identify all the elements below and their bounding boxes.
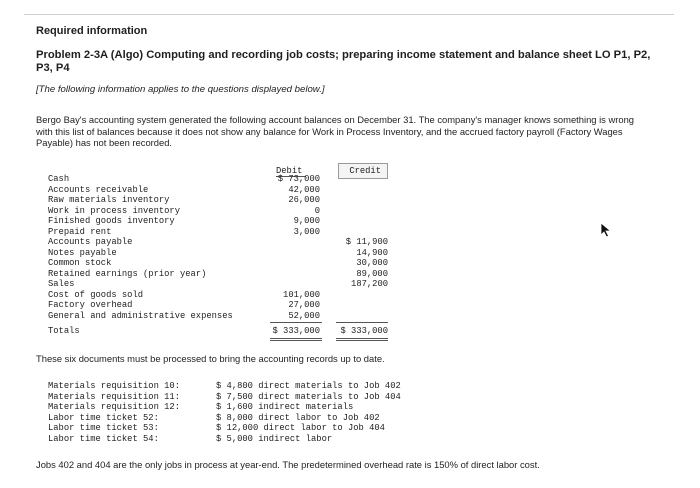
- account-name: Cost of goods sold: [48, 289, 144, 300]
- debit-amount: 27,000: [288, 300, 320, 310]
- account-name: Notes payable: [48, 247, 117, 258]
- credit-amount: [332, 185, 388, 196]
- document-details-column: [216, 381, 401, 444]
- document-label: Labor time ticket 53:: [48, 423, 159, 433]
- account-name: General and administrative expenses: [48, 310, 233, 321]
- account-name: Raw materials inventory: [48, 195, 170, 205]
- debit-amount: [266, 279, 320, 290]
- document-detail: $ 1,600 indirect materials: [216, 402, 354, 412]
- account-name: Accounts receivable: [48, 184, 149, 195]
- debit-amount: 101,000: [283, 289, 320, 300]
- debit-amount: [266, 269, 320, 280]
- document-label: Labor time ticket 52:: [48, 412, 159, 423]
- credit-amounts-column: [332, 174, 388, 321]
- document-label: Materials requisition 12:: [48, 402, 180, 412]
- document-detail: $ 7,500 direct materials to Job 404: [216, 391, 401, 402]
- debit-amount: [266, 258, 320, 269]
- credit-amount: $ 11,900: [345, 237, 388, 247]
- credit-sum-line: [336, 322, 388, 323]
- credit-amount: 30,000: [356, 258, 388, 268]
- top-divider: [24, 14, 674, 15]
- account-name: Retained earnings (prior year): [48, 268, 207, 279]
- debit-sum-line: [270, 322, 322, 323]
- document-label: Materials requisition 11:: [48, 391, 180, 402]
- total-credit: $ 333,000: [340, 326, 388, 336]
- six-documents-text: These six documents must be processed to bring the accounting records up to date.: [36, 353, 385, 364]
- credit-amount: [332, 206, 388, 217]
- credit-amount: [332, 311, 388, 322]
- credit-amount: 187,200: [351, 279, 388, 289]
- account-name: Work in process inventory: [48, 205, 180, 216]
- mouse-pointer-icon: [600, 222, 612, 243]
- debit-header: Debit: [276, 166, 303, 176]
- credit-amount: 89,000: [356, 268, 388, 279]
- credit-amount: [332, 195, 388, 206]
- account-name: Accounts payable: [48, 237, 133, 247]
- debit-amount: 9,000: [293, 216, 320, 226]
- account-name: Common stock: [48, 258, 112, 268]
- document-label: Materials requisition 10:: [48, 381, 180, 391]
- totals-label: Totals: [48, 326, 80, 336]
- credit-amount: 14,900: [356, 247, 388, 258]
- credit-amount: [332, 216, 388, 227]
- debit-amount: [266, 248, 320, 259]
- credit-amount: [332, 290, 388, 301]
- debit-amount: 26,000: [288, 195, 320, 205]
- debit-amount: 52,000: [288, 310, 320, 321]
- required-information-heading: Required information: [36, 25, 148, 37]
- total-debit: $ 333,000: [272, 326, 320, 336]
- document-detail: $ 12,000 direct labor to Job 404: [216, 423, 385, 433]
- debit-amount: 42,000: [288, 184, 320, 195]
- account-name: Cash: [48, 174, 70, 184]
- debit-amount: 3,000: [293, 226, 320, 237]
- account-name: Finished goods inventory: [48, 216, 175, 226]
- trial-balance: [48, 163, 396, 336]
- credit-amount: [332, 227, 388, 238]
- account-name: Sales: [48, 279, 75, 289]
- account-name: Prepaid rent: [48, 226, 112, 237]
- credit-amount: [332, 174, 388, 185]
- problem-title: Problem 2-3A (Algo) Computing and recording job costs; preparing income statement and balance sheet LO P1, P2, P3, P4: [36, 49, 651, 74]
- debit-total-double-underline: [270, 338, 322, 341]
- debit-amount: $ 73,000: [277, 174, 320, 184]
- document-labels-column: [48, 381, 180, 444]
- credit-header: Credit: [349, 166, 381, 176]
- applies-note: [The following information applies to the questions displayed below.]: [36, 84, 325, 95]
- document-label: Labor time ticket 54:: [48, 433, 159, 444]
- debit-amounts-column: [266, 174, 320, 321]
- document-detail: $ 8,000 direct labor to Job 402: [216, 412, 380, 423]
- jobs-note: Jobs 402 and 404 are the only jobs in process at year-end. The predetermined overhead rate is 150% of direct labor cost.: [36, 459, 540, 470]
- intro-paragraph: Bergo Bay's accounting system generated the following account balances on December 31. The company's manager knows something is wrong with this list of balances because it does not show any balance for Work in Process Inventory, and the accrued factory payroll (Factory Wages Payable) has not been recorded.: [36, 114, 635, 148]
- account-name: Factory overhead: [48, 300, 133, 310]
- debit-amount: [266, 237, 320, 248]
- document-detail: $ 5,000 indirect labor: [216, 433, 333, 444]
- document-detail: $ 4,800 direct materials to Job 402: [216, 381, 401, 391]
- credit-total-double-underline: [336, 338, 388, 341]
- account-names-column: [48, 174, 233, 321]
- debit-amount: 0: [314, 205, 320, 216]
- credit-amount: [332, 300, 388, 311]
